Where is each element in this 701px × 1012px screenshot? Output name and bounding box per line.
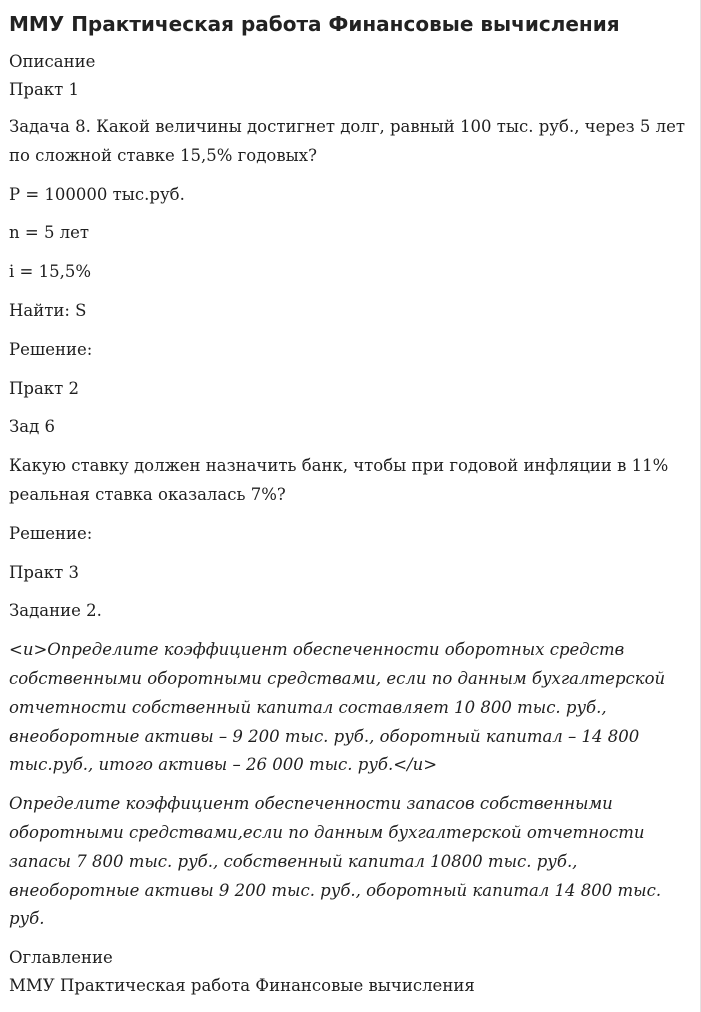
given-n: n = 5 лет [9, 223, 90, 243]
solution-label-2: Решение: [9, 523, 93, 543]
given-p: P = 100000 тыс.руб. [9, 184, 185, 204]
task-2-text-1: <u>Определите коэффициент обеспеченности оборотных средств собственными оборотными средствами, если по данным бухгалтерской отчетности собственный капитал составляет 10 800 тыс. руб., внеоборотные активы – 9 200 тыс. руб., оборотный капитал – 14 800 тыс.руб., итого активы – 26 000 тыс. руб.</u> [9, 640, 666, 775]
given-i: i = 15,5% [9, 262, 92, 282]
task-2-label: Задание 2. [9, 601, 102, 621]
task-6-text: Какую ставку должен назначить банк, чтобы при годовой инфляции в 11% реальная ставка оказалась 7%? [9, 456, 669, 504]
page-title: ММУ Практическая работа Финансовые вычисления [9, 12, 620, 36]
section-heading-prakt-3: Практ 3 [9, 562, 79, 582]
toc-label: Оглавление [9, 948, 113, 968]
description-label: Описание [9, 52, 96, 71]
section-heading-prakt-2: Практ 2 [9, 378, 79, 398]
section-heading-prakt-1: Практ 1 [9, 80, 79, 99]
table-of-contents [9, 944, 690, 1000]
toc-item-link[interactable]: ММУ Практическая работа Финансовые вычисления [9, 976, 475, 996]
task-2-text-2: Определите коэффициент обеспеченности запасов собственными оборотными средствами,если по данным бухгалтерской отчетности запасы 7 800 тыс. руб., собственный капитал 10800 тыс. руб., внеоборотные активы 9 200 тыс. руб., оборотный капитал 14 800 тыс. руб. [9, 794, 662, 929]
task-6-label: Зад 6 [9, 417, 56, 437]
task-8-text: Задача 8. Какой величины достигнет долг, равный 100 тыс. руб., через 5 лет по сложной ставке 15,5% годовых? [9, 117, 686, 165]
find-s: Найти: S [9, 300, 87, 320]
solution-label-1: Решение: [9, 339, 93, 359]
